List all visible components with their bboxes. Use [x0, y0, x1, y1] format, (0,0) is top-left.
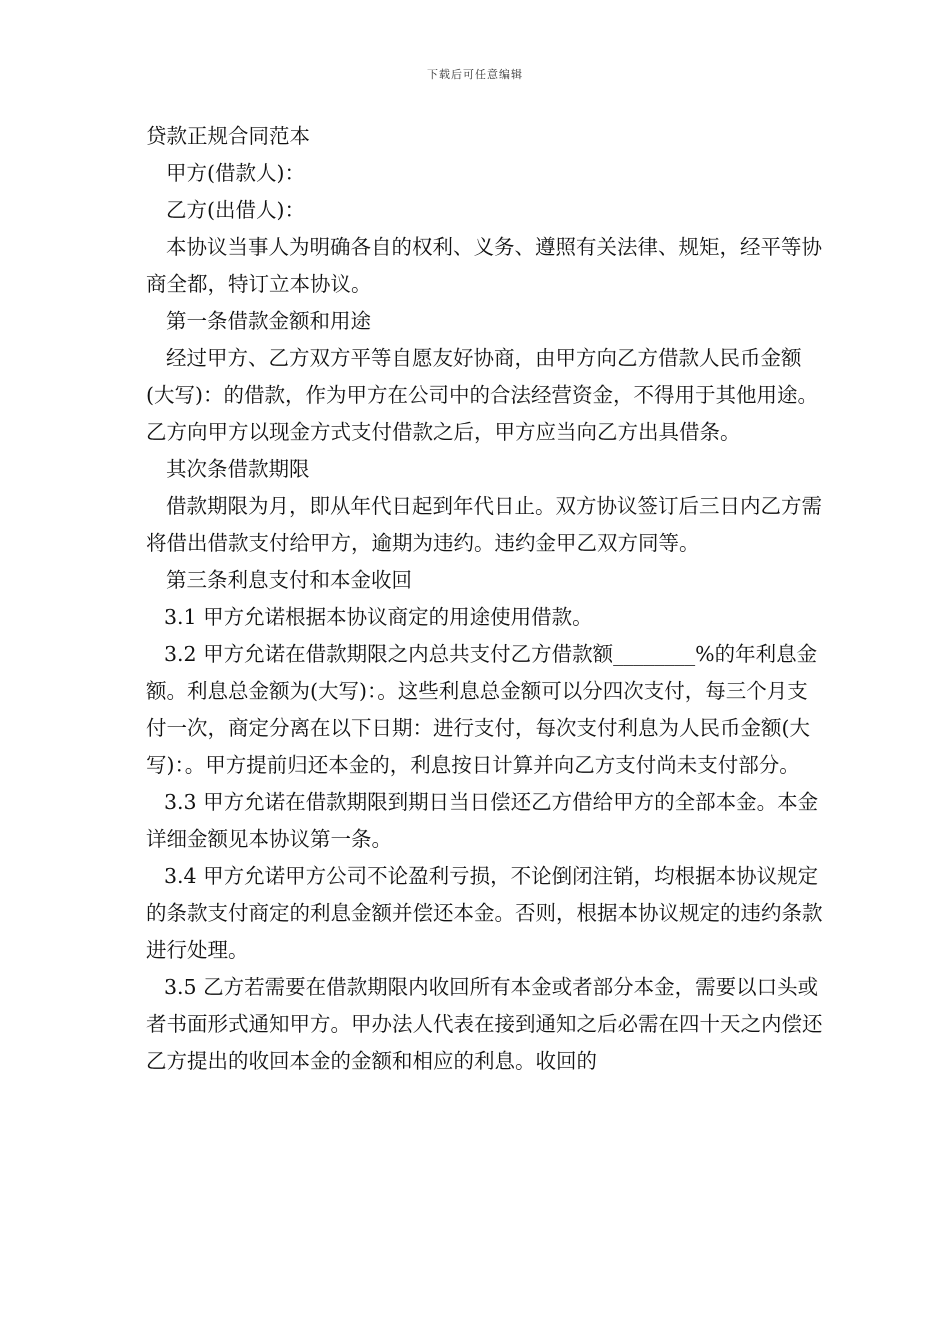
preamble-paragraph: 本协议当事人为明确各自的权利、义务、遵照有关法律、规矩，经平等协商全都，特订立本协议。	[146, 235, 822, 296]
clause-3-5: 3.5 乙方若需要在借款期限内收回所有本金或者部分本金，需要以口头或者书面形式通知甲方。甲办法人代表在接到通知之后必需在四十天之内偿还乙方提出的收回本金的金额和相应的利息。收回的	[146, 975, 823, 1073]
party-b-line: 乙方(出借人)：	[166, 198, 305, 222]
article-3-heading: 第三条利息支付和本金收回	[166, 568, 412, 592]
header-note: 下载后可任意编辑	[427, 68, 523, 81]
clause-3-2: 3.2 甲方允诺在借款期限之内总共支付乙方借款额________%的年利息金额。利息总金额为(大写)：。这些利息总金额可以分四次支付，每三个月支付一次，商定分离在以下日期：进行支付，每次支付利息为人民币金额(大写)：。甲方提前归还本金的，利息按日计算并向乙方支付尚未支付部分。	[146, 642, 818, 777]
clause-3-1: 3.1 甲方允诺根据本协议商定的用途使用借款。	[164, 605, 593, 629]
article-2-heading: 其次条借款期限	[166, 457, 310, 481]
clause-3-4: 3.4 甲方允诺甲方公司不论盈利亏损，不论倒闭注销，均根据本协议规定的条款支付商定的利息金额并偿还本金。否则，根据本协议规定的违约条款进行处理。	[146, 864, 823, 962]
article-1-heading: 第一条借款金额和用途	[166, 309, 371, 333]
contract-title: 贷款正规合同范本	[146, 124, 310, 148]
article-2-paragraph: 借款期限为月，即从年代日起到年代日止。双方协议签订后三日内乙方需将借出借款支付给甲方，逾期为违约。违约金甲乙双方同等。	[146, 494, 822, 555]
article-1-paragraph: 经过甲方、乙方双方平等自愿友好协商，由甲方向乙方借款人民币金额(大写)：的借款，作为甲方在公司中的合法经营资金，不得用于其他用途。乙方向甲方以现金方式支付借款之后，甲方应当向乙方出具借条。	[146, 346, 818, 444]
party-a-line: 甲方(借款人)：	[166, 161, 305, 185]
clause-3-3: 3.3 甲方允诺在借款期限到期日当日偿还乙方借给甲方的全部本金。本金详细金额见本协议第一条。	[146, 790, 819, 851]
contract-body	[146, 118, 826, 1080]
